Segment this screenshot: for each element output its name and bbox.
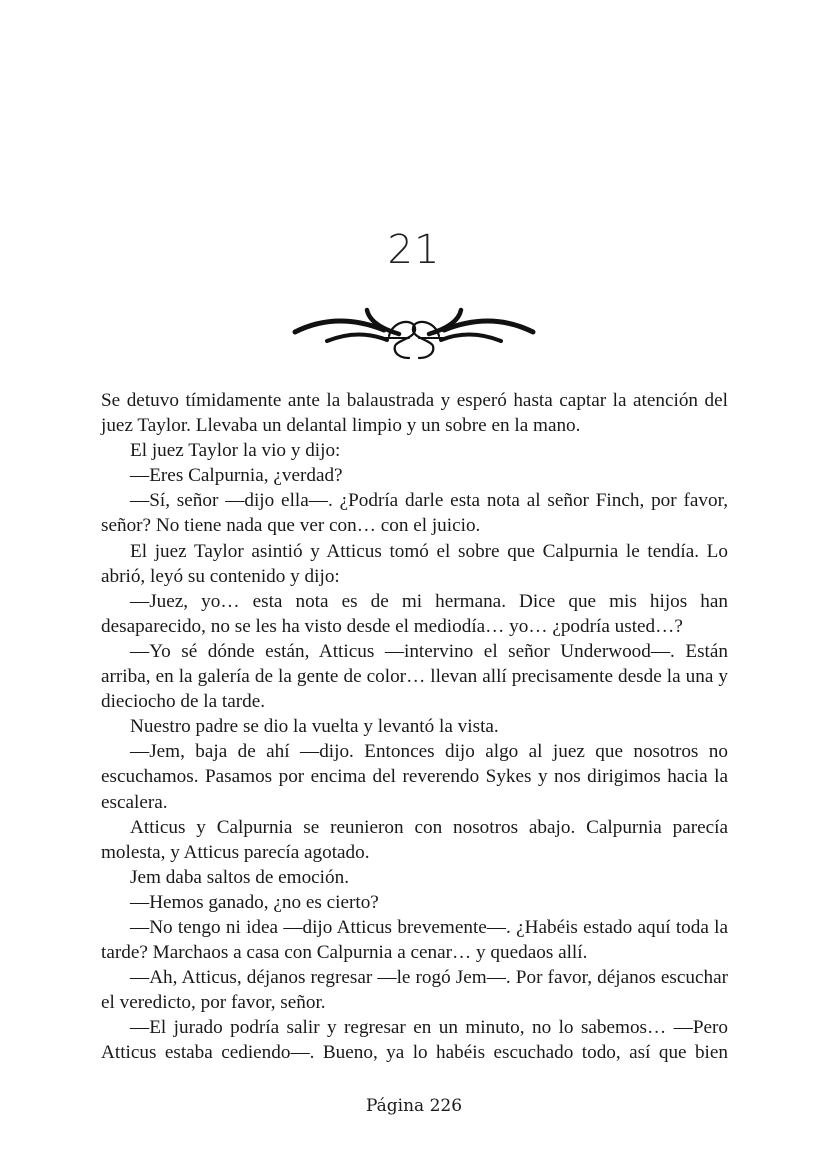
paragraph: Atticus y Calpurnia se reunieron con nosotros abajo. Calpurnia parecía molesta, y Atticus parecía agotado. <box>101 816 728 863</box>
paragraph: —Yo sé dónde están, Atticus —intervino el señor Underwood—. Están arriba, en la galería de la gente de color… llevan allí precisamente desde la una y dieciocho de la tarde. <box>101 640 728 713</box>
paragraph: —Jem, baja de ahí —dijo. Entonces dijo algo al juez que nosotros no escuchamos. Pasamos por encima del reverendo Sykes y nos dirigimos hacia la escalera. <box>101 741 728 813</box>
paragraph: —Eres Calpurnia, ¿verdad? <box>130 465 343 487</box>
paragraph: El juez Taylor asintió y Atticus tomó el sobre que Calpurnia le tendía. Lo abrió, leyó su contenido y dijo: <box>101 540 728 587</box>
paragraph: Jem daba saltos de emoción. <box>130 866 349 888</box>
chapter-body-text <box>101 388 728 1066</box>
paragraph: —Hemos ganado, ¿no es cierto? <box>130 891 379 913</box>
flourish-divider-icon <box>289 300 539 360</box>
paragraph: —Sí, señor —dijo ella—. ¿Podría darle esta nota al señor Finch, por favor, señor? No tiene nada que ver con… con el juicio. <box>101 490 728 537</box>
paragraph: El juez Taylor la vio y dijo: <box>130 440 341 462</box>
paragraph: —Ah, Atticus, déjanos regresar —le rogó Jem—. Por favor, déjanos escuchar el veredicto, por favor, señor. <box>101 967 728 1014</box>
paragraph-continued: —El jurado podría salir y regresar en un minuto, no lo sabemos… —Pero Atticus estaba cediendo—. Bueno, ya lo habéis escuchado todo, así que bien <box>101 1017 728 1064</box>
paragraph: —No tengo ni idea —dijo Atticus brevemente—. ¿Habéis estado aquí toda la tarde? Marchaos a casa con Calpurnia a cenar… y quedaos allí. <box>101 916 728 964</box>
paragraph: Nuestro padre se dio la vuelta y levantó la vista. <box>130 716 499 738</box>
page-number: Página 226 <box>365 1096 463 1116</box>
chapter-number: 21 <box>387 227 441 273</box>
paragraph: —Juez, yo… esta nota es de mi hermana. Dice que mis hijos han desaparecido, no se les ha visto desde el mediodía… yo… ¿podría usted…? <box>101 590 728 637</box>
paragraph: Se detuvo tímidamente ante la balaustrada y esperó hasta captar la atención del juez Taylor. Llevaba un delantal limpio y un sobre en la mano. <box>101 390 728 437</box>
